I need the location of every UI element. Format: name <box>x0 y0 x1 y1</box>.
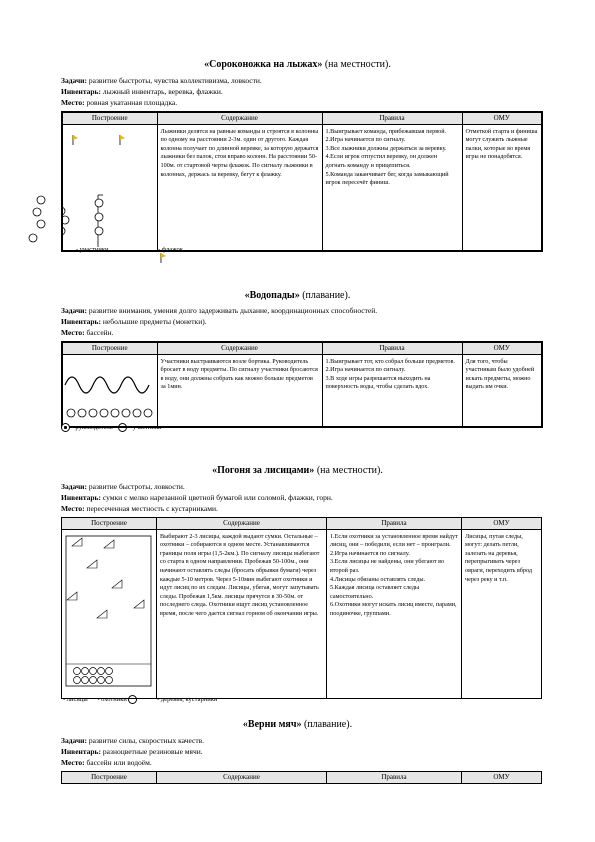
inventory-line: Инвентарь: небольшие предметы (монетки). <box>61 317 207 326</box>
flag-icon <box>120 135 125 145</box>
game-place-note: (на местности). <box>324 59 391 70</box>
col-header: ОМУ <box>462 518 542 530</box>
formation-cell <box>62 124 157 251</box>
col-header: Построение <box>62 342 157 354</box>
formation-cell <box>62 354 157 427</box>
col-header: Правила <box>327 772 462 784</box>
foxes <box>74 667 113 683</box>
game-name: «Погоня за лисицами» <box>212 465 315 476</box>
omu-cell: Для того, чтобы участникам было удобней искать предметы, можно выдать им очки. <box>462 354 542 427</box>
flag-icon <box>158 252 168 264</box>
col-header: Содержание <box>157 772 327 784</box>
legend <box>61 423 161 432</box>
col-header: Правила <box>327 518 462 530</box>
col-header: ОМУ <box>462 772 542 784</box>
game-name: «Верни мяч» <box>242 719 302 730</box>
task-line: Задачи: развитие быстроты, ловкости. <box>61 482 185 491</box>
omu-cell: Отметкой старта и финиша могут служить лыжные палки, которые во время игры не понадобятся. <box>462 124 542 251</box>
inventory-line: Инвентарь: сумки с мелко нарезанной цветной бумагой или соломой, флажки, горн. <box>61 493 333 502</box>
content-cell: Выбирают 2-3 лисицы, каждой выдают сумки. Остальные – охотники – собираются в одном месте. Устанавливаются границы поля игры (1,5-2км.). По сигналу лисицы выбегают со старта в одном направлении. Пробежав 50-100м., они начинают оставлять следы (бросать обрывки бумаги) через каждые 5-10 метров. Через 5-10мин выбегают охотники и идут лисиц по их следам. Лисицы, убегая, могут запутывать следы. Пробежав 1,5км. лисицы прячутся в 30-50м. от последнего следа. Охотники ищут лисиц установленное время, после чего дается сигнал горном об окончании игры. <box>157 529 327 699</box>
game-table <box>61 517 542 699</box>
formation-cell <box>62 529 157 699</box>
game-place-note: (плавание). <box>303 719 353 730</box>
game-info <box>61 481 541 514</box>
task-line: Задачи: развитие быстроты, чувства коллективизма, ловкости. <box>61 76 262 85</box>
legend-participants: - участники <box>76 246 109 253</box>
trees <box>67 538 144 618</box>
leader-icon <box>61 423 70 432</box>
omu-cell: Лисицы, путая следы, могут: делать петли, залезать на деревья, перепрыгивать через овраги, переходить вброд через реку и т.п. <box>462 529 542 699</box>
inventory-line: Инвентарь: разноцветные резиновые мячи. <box>61 747 203 756</box>
content-cell: Участники выстраиваются возле бортика. Руководитель бросает в воду предметы. По сигналу участники бросаются в воду, они должны собрать как можно больше предметов за 1мин. <box>157 354 322 427</box>
game-place-note: (на местности). <box>316 465 383 476</box>
legend-flag: - флажок <box>158 246 183 253</box>
col-header: ОМУ <box>462 342 542 354</box>
game-name: «Сороконожка на лыжах» <box>204 59 323 70</box>
game-title <box>0 719 595 730</box>
game-table <box>61 341 543 428</box>
water-wave <box>65 377 149 393</box>
formation-diagram <box>63 125 158 247</box>
place-line: Место: пересеченная местность с кустарниками. <box>61 504 218 513</box>
col-header: Построение <box>62 112 157 124</box>
hunter-icon <box>128 695 137 704</box>
flag-icon <box>73 135 78 145</box>
content-cell: Лыжники делятся на равные команды и строятся в колонны по одному на расстоянии 2-3м. один от другого. Каждая колонна получает по длинной веревке, за которую держатся лыжники без палок, стоя вправо колонн. На расстоянии 50-100м. от стартовой черты флажок. По сигналу лыжники в колоннах, держась за веревку, бегут к флажку. <box>157 124 322 251</box>
game-table <box>61 771 542 784</box>
inventory-line: Инвентарь: лыжный инвентарь, веревка, флажки. <box>61 87 223 96</box>
col-header: Правила <box>322 112 462 124</box>
rules-cell: 1.Если охотники за установленное время найдут лисиц, они – победили, если нет – проиграли. 2.Игра начинается по сигналу. 3.Если лисицы не найдены, они убегают во второй раз. 4.Лисицы обязаны оставлять следы. 5.Каждая лисица оставляет следы самостоятельно. 6.Охотники могут искать лисиц вместе, парами, поодиночке, группами. <box>327 529 462 699</box>
col-header: ОМУ <box>462 112 542 124</box>
task-line: Задачи: развитие силы, скоростных качеств. <box>61 736 205 745</box>
col-header: Содержание <box>157 112 322 124</box>
participants <box>63 199 103 235</box>
col-header: Правила <box>322 342 462 354</box>
legend-foxes: - лисицы <box>63 695 88 703</box>
legend-leader: - руководитель <box>71 423 113 431</box>
participants <box>67 409 152 417</box>
rules-cell: 1.Выигрывает тот, кто собрал больше предметов. 2.Игра начинается по сигналу. 3.В ходе игры разрешается выходить на поверхность воды, чтобы сделать вдох. <box>322 354 462 427</box>
game-title <box>0 465 595 476</box>
game-info <box>61 305 541 338</box>
formation-diagram <box>63 355 158 423</box>
task-line: Задачи: развитие внимания, умения долго задерживать дыхание, координационных способностей. <box>61 306 378 315</box>
col-header: Содержание <box>157 342 322 354</box>
place-line: Место: ровная укатанная площадка. <box>61 98 178 107</box>
game-name: «Водопады» <box>244 290 300 301</box>
game-info <box>61 75 541 108</box>
formation-diagram <box>62 530 157 695</box>
rules-cell: 1.Выигрывает команда, прибежавшая первой. 2.Игра начинается по сигналу. 3.Все лыжники должны держаться за веревку. 4.Если игрок отпустил веревку, он должен догнать команду и прицепиться. 5.Команда заканчивает бег, когда замыкающий игрок пересечёт финиш. <box>322 124 462 251</box>
legend-trees: - деревья, кустарники <box>157 695 218 703</box>
participants-outside <box>27 190 57 250</box>
legend-hunters: - охотники <box>97 695 127 703</box>
game-title <box>0 59 595 70</box>
participant-icon <box>118 423 127 432</box>
col-header: Содержание <box>157 518 327 530</box>
game-title <box>0 290 595 301</box>
col-header: Построение <box>62 772 157 784</box>
game-table <box>61 111 543 252</box>
legend <box>63 695 217 704</box>
place-line: Место: бассейн или водоём. <box>61 758 152 767</box>
game-info <box>61 735 541 768</box>
place-line: Место: бассейн. <box>61 328 114 337</box>
col-header: Построение <box>62 518 157 530</box>
field-border <box>66 536 151 686</box>
game-place-note: (плавание). <box>302 290 351 301</box>
legend-participants: - участники <box>128 423 162 431</box>
